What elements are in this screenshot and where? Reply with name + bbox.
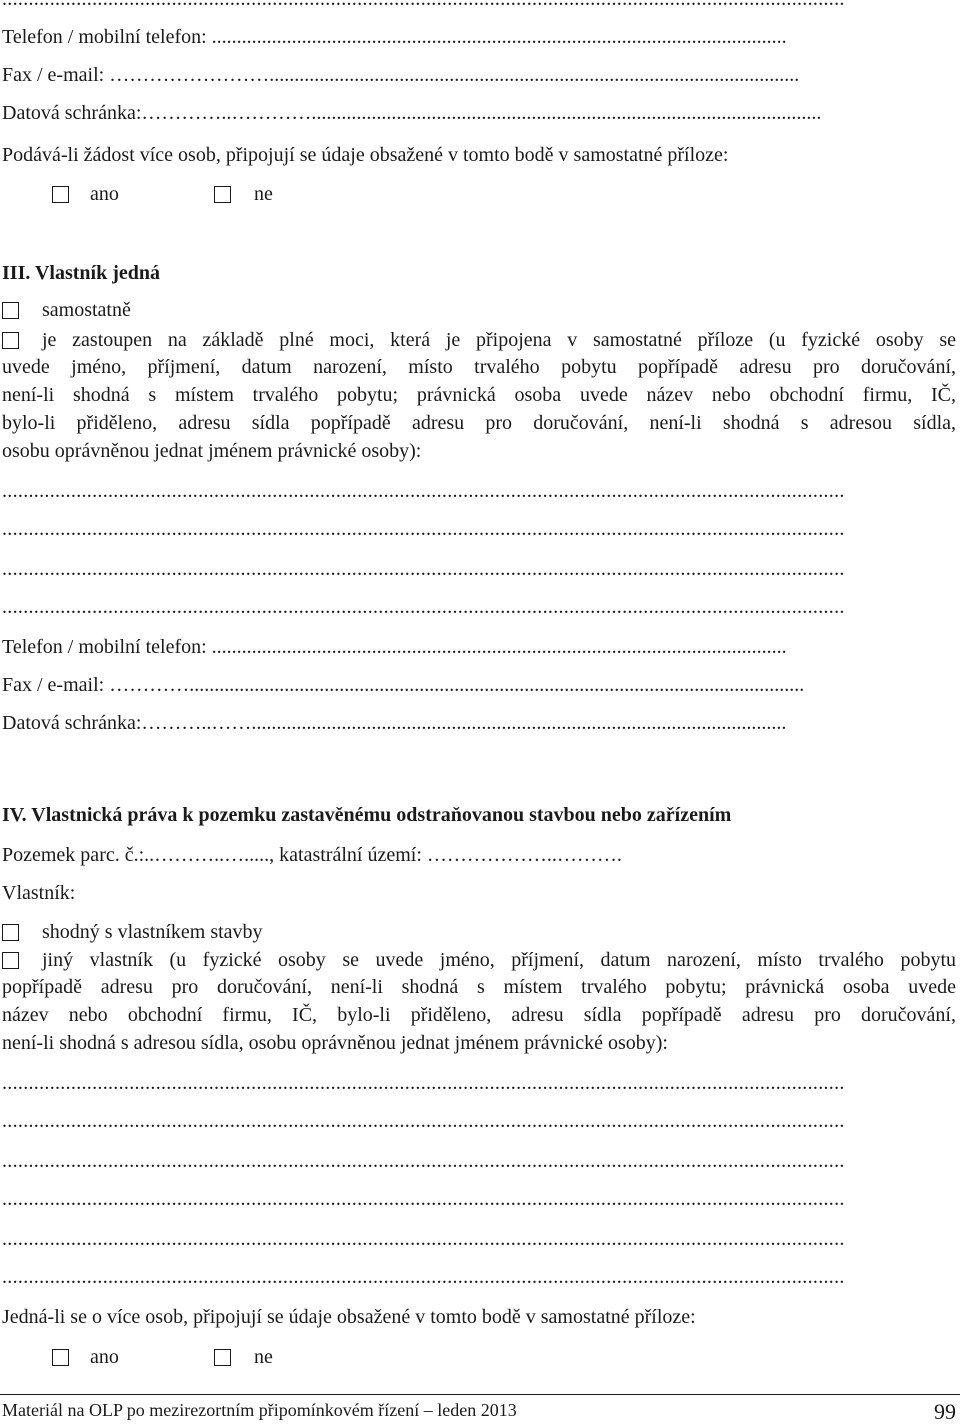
dotted-fill-line: ............................................................................................................................................................... xyxy=(2,480,845,502)
other-owner-text-line: název nebo obchodní firmu, IČ, bylo-li přiděleno, adresu sídla popřípadě adresu pro doručování, xyxy=(2,1004,956,1026)
databox-field-line: Datová schránka:………..……........................................................................................................... xyxy=(2,712,787,734)
no-label: ne xyxy=(254,183,273,205)
yes-checkbox[interactable] xyxy=(52,1349,69,1366)
represented-text-line: bylo-li přiděleno, adresu sídla popřípadě adresu pro doručování, není-li shodná s adresou sídla, xyxy=(2,412,956,434)
yes-label: ano xyxy=(90,1346,119,1368)
page-number: 99 xyxy=(934,1399,956,1424)
no-checkbox[interactable] xyxy=(214,186,231,203)
fax-email-field-line: Fax / e-mail: …………………….......................................................................................................... xyxy=(2,64,800,86)
represented-checkbox[interactable] xyxy=(2,332,19,349)
section-heading: III. Vlastník jedná xyxy=(2,262,161,284)
dotted-fill-line: ............................................................................................................................................................... xyxy=(2,518,845,540)
represented-text-line: uvede jméno, příjmení, datum narození, místo trvalého pobytu popřípadě adresu pro doručování, xyxy=(2,356,956,378)
dotted-fill-line: ............................................................................................................................................................... xyxy=(2,1266,845,1288)
dotted-fill-line: ............................................................................................................................................................... xyxy=(2,596,845,618)
dotted-fill-line: ............................................................................................................................................................... xyxy=(2,1228,845,1250)
dotted-fill-line: ............................................................................................................................................................... xyxy=(2,1072,845,1094)
other-owner-text-line: není-li shodná s adresou sídla, osobu oprávněnou jednat jménem právnické osoby): xyxy=(2,1032,668,1054)
no-label: ne xyxy=(254,1346,273,1368)
dotted-fill-line: ............................................................................................................................................................... xyxy=(2,1188,845,1210)
represented-text-line: osobu oprávněnou jednat jménem právnické osoby): xyxy=(2,440,422,462)
phone-field-line: Telefon / mobilní telefon: ................................................................................................................... xyxy=(2,26,787,48)
yes-label: ano xyxy=(90,183,119,205)
dotted-fill-line xyxy=(2,0,956,12)
footer-divider xyxy=(0,1394,960,1395)
no-checkbox[interactable] xyxy=(214,1349,231,1366)
represented-text-line: není-li shodná s místem trvalého pobytu; právnická osoba uvede název nebo obchodní firmu, IČ, xyxy=(2,384,956,406)
other-owner-checkbox[interactable] xyxy=(2,952,19,969)
yes-checkbox[interactable] xyxy=(52,186,69,203)
owner-label: Vlastník: xyxy=(2,882,76,904)
same-owner-label: shodný s vlastníkem stavby xyxy=(42,921,263,943)
other-owner-text-line: popřípadě adresu pro doručování, není-li shodná s místem trvalého pobytu; právnická osoba uvede xyxy=(2,976,956,998)
other-owner-label: jiný vlastník (u fyzické osoby se uvede jméno, příjmení, datum narození, místo trvalého pobytu xyxy=(42,949,956,971)
represented-label: je zastoupen na základě plné moci, která je připojena v samostatné příloze (u fyzické osoby se xyxy=(42,329,956,351)
self-label: samostatně xyxy=(42,299,131,321)
parcel-field-line: Pozemek parc. č.:..………..…....., katastrální území: ………………..………. xyxy=(2,844,622,866)
multi-applicant-question: Podává-li žádost více osob, připojují se údaje obsažené v tomto bodě v samostatné příloze: xyxy=(2,144,729,166)
phone-field-line: Telefon / mobilní telefon: ................................................................................................................... xyxy=(2,636,787,658)
fax-email-field-line: Fax / e-mail: …………........................................................................................................................... xyxy=(2,674,805,696)
same-owner-checkbox[interactable] xyxy=(2,924,19,941)
dotted-fill-line: ............................................................................................................................................................... xyxy=(2,1150,845,1172)
multi-owner-question: Jedná-li se o více osob, připojují se údaje obsažené v tomto bodě v samostatné příloze: xyxy=(2,1306,696,1328)
databox-field-line: Datová schránka:…………..…………...................................................................................................... xyxy=(2,102,822,124)
dotted-fill-line: ............................................................................................................................................................... xyxy=(2,558,845,580)
dotted-fill-line: ............................................................................................................................................................... xyxy=(2,1110,845,1132)
section-heading: IV. Vlastnická práva k pozemku zastavěnému odstraňovanou stavbou nebo zařízením xyxy=(2,804,732,826)
self-checkbox[interactable] xyxy=(2,302,19,319)
footer-text: Materiál na OLP po mezirezortním připomínkovém řízení – leden 2013 xyxy=(2,1400,517,1420)
